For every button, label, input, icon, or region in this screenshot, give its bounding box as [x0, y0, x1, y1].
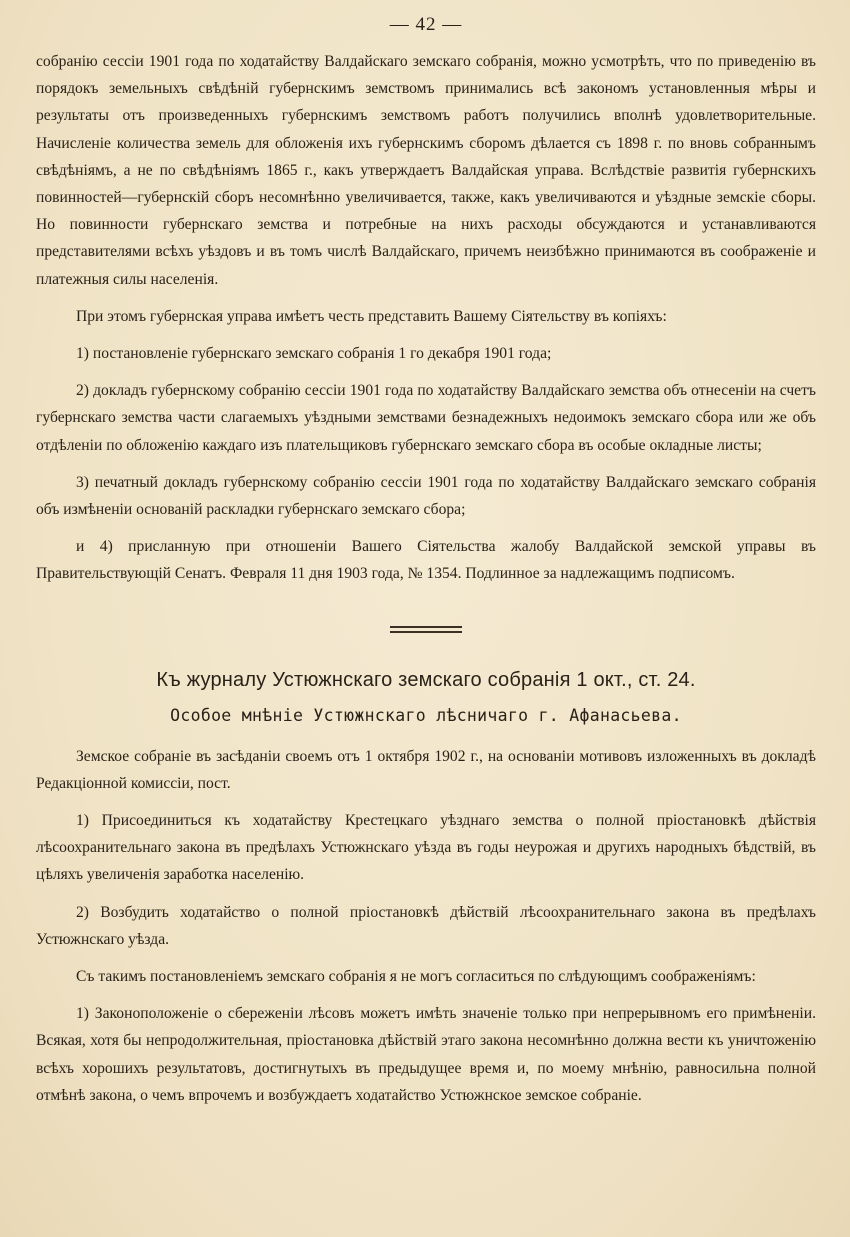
section-subheading: Особое мнѣніе Устюжнскаго лѣсничаго г. Афанасьева.: [170, 705, 682, 725]
paragraph-continuation: собранію сессіи 1901 года по ходатайству Валдайскаго земскаго собранія, можно усмотрѣть, что по приведенію въ порядокъ земельныхъ свѣдѣній губернскимъ земствомъ принимались всѣ закономъ установленныя мѣры и результаты отъ произведенныхъ губернскимъ земствомъ работъ получились вполнѣ удовлетворительные. Начисленіе количества земель для обложенія ихъ губернскимъ сборомъ дѣлается съ 1898 г. по вновь собраннымъ свѣдѣніямъ, а не по свѣдѣніямъ 1865 г., какъ утверждаетъ Валдайская управа. Вслѣдствіе развитія губернскихъ повинностей—губернскій сборъ несомнѣнно увеличивается, также, какъ увеличиваются и уѣздные земскіе сборы. Но повинности губернскаго земства и потребные на нихъ расходы обсуждаются и устанавливаются представителями всѣхъ уѣздовъ и въ томъ числѣ Валдайскаго, причемъ неизбѣжно принимаются въ соображеніе и платежныя силы населенія.: [36, 53, 816, 288]
paragraph-enclosures-intro: При этомъ губернская управа имѣетъ честь представить Вашему Сіятельству въ копіяхъ:: [76, 307, 667, 325]
paragraph-item-2: 2) докладъ губернскому собранію сессіи 1901 года по ходатайству Валдайскаго земства объ отнесеніи на счетъ губернскаго земства части слагаемыхъ уѣздными земствами безнадежныхъ недоимокъ земскаго сбора или же объ отдѣленіи по обложенію каждаго изъ плательщиковъ губернскаго земскаго сбора въ особые окладные листы;: [36, 382, 816, 454]
paragraph-item-1: 1) постановленіе губернскаго земскаго собранія 1 го декабря 1901 года;: [76, 345, 552, 363]
section-letter: [36, 48, 816, 588]
paragraph-item-4: и 4) присланную при отношеніи Вашего Сіятельства жалобу Валдайской земской управы въ Правительствующій Сенатъ. Февраля 11 дня 1903 года, № 1354. Подлинное за надлежащимъ подписомъ.: [36, 538, 816, 583]
section-divider: [390, 626, 462, 633]
section-heading: Къ журналу Устюжнскаго земскаго собранія 1 окт., ст. 24.: [156, 668, 696, 691]
paragraph-resolution-item-1: 1) Присоединиться къ ходатайству Крестецкаго уѣзднаго земства о полной пріостановкѣ дѣйствія лѣсоохранительнаго закона въ предѣлахъ Устюжнскаго уѣзда въ годы неурожая и другихъ народныхъ бѣдствій, въ цѣляхъ увеличенія заработка населенію.: [36, 812, 816, 884]
paragraph-resolution-item-2: 2) Возбудить ходатайство о полной пріостановкѣ дѣйствій лѣсоохранительнаго закона въ предѣлахъ Устюжнскаго уѣзда.: [36, 903, 816, 948]
page-number: — 42 —: [389, 14, 463, 35]
paragraph-reason-1: 1) Законоположеніе о сбереженіи лѣсовъ можетъ имѣть значеніе только при непрерывномъ его примѣненіи. Всякая, хотя бы непродолжительная, пріостановка дѣйствій этаго закона несомнѣнно должна вести къ уничтоженію всѣхъ хорошихъ результатовъ, достигнутыхъ въ предыдущее время и, по моему мнѣнію, равносильна полной отмѣнѣ закона, о чемъ впрочемъ и возбуждаетъ ходатайство Устюжнское земское собраніе.: [36, 1005, 816, 1104]
section-opinion: [36, 669, 816, 1109]
paragraph-disagreement: Съ такимъ постановленіемъ земскаго собранія я не могъ согласиться по слѣдующимъ соображеніямъ:: [76, 968, 756, 986]
paragraph-item-3: 3) печатный докладъ губернскому собранію сессіи 1901 года по ходатайству Валдайскаго земскаго собранія объ измѣненіи основаній раскладки губернскаго земскаго сбора;: [36, 473, 816, 519]
paragraph-resolution: Земское собраніе въ засѣданіи своемъ отъ 1 октября 1902 г., на основаніи мотивовъ изложенныхъ въ докладѣ Редакціонной комиссіи, пост.: [36, 747, 816, 792]
